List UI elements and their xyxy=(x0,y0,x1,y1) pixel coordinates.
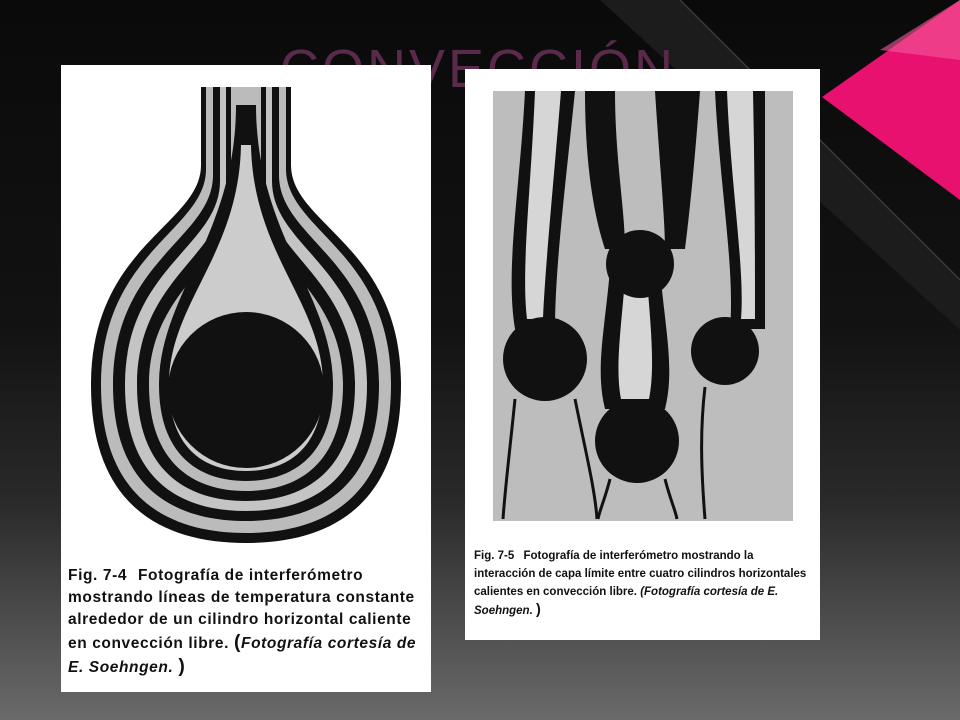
four-cylinder-interferogram-image xyxy=(465,69,820,539)
figure-7-5 xyxy=(465,69,820,640)
figure-7-5-caption xyxy=(474,547,816,620)
figure-7-4-caption-text: Fotografía de interferómetro mostrando líneas de temperatura constante alrededor de un cilindro horizontal caliente en convección libre. xyxy=(68,567,415,652)
single-cylinder-interferogram-image xyxy=(61,65,431,565)
figure-7-4-caption xyxy=(68,565,424,679)
cylinder-bottom-shape xyxy=(595,399,679,483)
figure-7-4-number: Fig. 7-4 xyxy=(68,567,128,584)
cylinder-top-shape xyxy=(606,230,674,298)
heated-cylinder-shape xyxy=(168,312,324,468)
figure-7-4-credit-label: Fotografía xyxy=(241,635,323,652)
figure-7-4-credit-text: cortesía de E. Soehngen. xyxy=(68,635,417,676)
cylinder-left-shape xyxy=(503,317,587,401)
figure-7-5-credit-close: ) xyxy=(535,602,541,618)
cylinder-right-shape xyxy=(691,317,759,385)
figure-7-5-caption-text: Fotografía de interferómetro mostrando la interacción de capa límite entre cuatro cilindros horizontales calientes en convección libre. xyxy=(474,550,807,598)
figure-7-4-credit-close: ) xyxy=(178,655,186,677)
figure-7-5-credit-open: ( xyxy=(640,586,645,598)
figure-7-4-credit-open: ( xyxy=(233,631,241,653)
figure-7-4 xyxy=(61,65,431,692)
figure-7-5-number: Fig. 7-5 xyxy=(474,550,515,562)
figure-7-5-credit-text: Fotografía cortesía de E. Soehngen. xyxy=(474,586,779,617)
accent-highlight-shape xyxy=(880,0,960,60)
